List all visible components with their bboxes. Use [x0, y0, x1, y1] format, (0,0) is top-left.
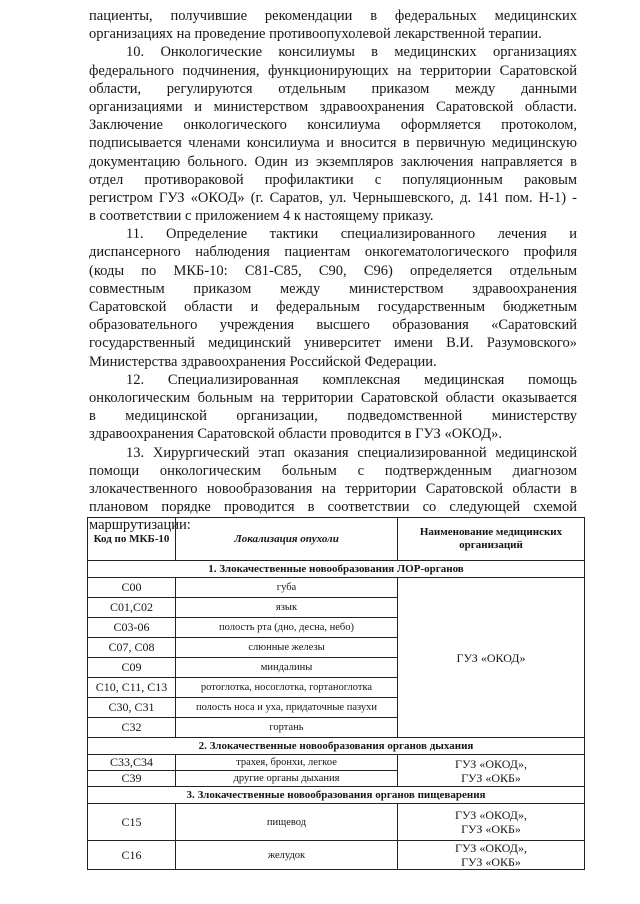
- cell-code: С00: [88, 578, 176, 598]
- table-row: [88, 841, 585, 870]
- org-line: ГУЗ «ОКБ»: [461, 822, 521, 836]
- cell-location: полость рта (дно, десна, небо): [176, 618, 398, 638]
- cell-org: [398, 804, 585, 841]
- cell-code: С07, С08: [88, 638, 176, 658]
- section-title: 3. Злокачественные новообразования органов пищеварения: [88, 787, 585, 804]
- cell-code: С10, С11, С13: [88, 678, 176, 698]
- header-location: Локализация опухоли: [176, 518, 398, 561]
- table-row: [88, 755, 585, 771]
- paragraph-continuation: [89, 7, 577, 43]
- table-row: [88, 578, 585, 598]
- cell-code: С15: [88, 804, 176, 841]
- text-line: Саратовской области и федеральным государственным бюджетным: [89, 299, 577, 315]
- text-line: регистром ГУЗ «ОКОД» (г. Саратов, ул. Чернышевского, д. 141 пом. Н-1) -: [89, 189, 577, 206]
- text-line: злокачественного новообразования на территории Саратовской области в: [89, 480, 577, 497]
- text-line: подписывается членами консилиума и вносится в первичную медицинскую: [89, 135, 577, 152]
- cell-location: полость носа и уха, придаточные пазухи: [176, 698, 398, 718]
- section-header-row: [88, 561, 585, 578]
- org-line: ГУЗ «ОКБ»: [461, 855, 521, 869]
- text-line: здравоохранения Саратовской области проводится в ГУЗ «ОКОД».: [89, 426, 502, 443]
- text-line: образовательного учреждения высшего образования «Саратовский: [89, 317, 577, 334]
- cell-org: [398, 755, 585, 787]
- section-header-row: [88, 738, 585, 755]
- cell-code: С39: [88, 771, 176, 787]
- cell-location: трахея, бронхи, легкое: [176, 755, 398, 771]
- text-line: документацию больного. Один из экземпляров заключения направляется в: [89, 153, 577, 170]
- cell-location: губа: [176, 578, 398, 598]
- table-row: [88, 804, 585, 841]
- cell-location: пищевод: [176, 804, 398, 841]
- cell-code: С33,С34: [88, 755, 176, 771]
- text-line: 12. Специализированная комплексная медицинская помощь: [126, 371, 577, 388]
- text-line: Заключение онкологического консилиума оформляется протоколом,: [89, 117, 577, 134]
- header-org: Наименование медицинских организаций: [398, 518, 585, 561]
- paragraph-12: [89, 371, 577, 444]
- text-line: диспансерного наблюдения пациентам онкогематологического профиля: [89, 244, 577, 261]
- cell-org: ГУЗ «ОКОД»: [398, 578, 585, 738]
- cell-code: С03-06: [88, 618, 176, 638]
- paragraph-10: [89, 43, 577, 225]
- cell-location: гортань: [176, 718, 398, 738]
- text-line: организациях на проведение противоопухолевой лекарственной терапии.: [89, 26, 542, 43]
- cell-location: ротоглотка, носоглотка, гортаноглотка: [176, 678, 398, 698]
- text-line: совместным приказом между министерством здравоохранения: [89, 280, 577, 297]
- text-line: пациенты, получившие рекомендации в федеральных медицинских: [89, 8, 577, 24]
- section-title: 1. Злокачественные новообразования ЛОР-органов: [88, 561, 585, 578]
- cell-location: миндалины: [176, 658, 398, 678]
- cell-code: С30, С31: [88, 698, 176, 718]
- text-line: Министерства здравоохранения Российской Федерации.: [89, 353, 437, 370]
- section-header-row: [88, 787, 585, 804]
- cell-location: другие органы дыхания: [176, 771, 398, 787]
- text-line: в соответствии с приложением 4 к настоящему приказу.: [89, 208, 434, 225]
- header-code: Код по МКБ-10: [88, 518, 176, 561]
- text-line: плановом порядке проводится в соответствии со следующей схемой: [89, 499, 577, 516]
- table-header-row: [88, 518, 585, 561]
- org-line: ГУЗ «ОКОД»,: [455, 808, 527, 822]
- text-line: маршрутизации:: [89, 517, 191, 534]
- cell-code: С01,С02: [88, 598, 176, 618]
- cell-code: С32: [88, 718, 176, 738]
- text-line: 10. Онкологические консилиумы в медицинских организациях: [126, 44, 577, 61]
- org-line: ГУЗ «ОКБ»: [461, 770, 521, 785]
- text-line: федерального подчинения, функционирующих на территории Саратовской: [89, 62, 577, 79]
- org-line: ГУЗ «ОКОД»,: [455, 756, 527, 771]
- cell-location: желудок: [176, 841, 398, 870]
- paragraph-11: [89, 225, 577, 371]
- text-line: помощи онкологическим больным с подтвержденным диагнозом: [89, 462, 577, 479]
- text-line: отдел противораковой профилактики с популяционным раковым: [89, 171, 577, 188]
- section-title: 2. Злокачественные новообразования органов дыхания: [88, 738, 585, 755]
- cell-location: язык: [176, 598, 398, 618]
- text-line: 11. Определение тактики специализированного лечения и: [126, 226, 577, 243]
- body-text: [89, 7, 577, 534]
- text-line: государственный медицинский университет имени В.И. Разумовского»: [89, 335, 577, 352]
- text-line: (коды по МКБ-10: С81-С85, С90, С96) определяется отдельным: [89, 262, 577, 279]
- text-line: области, регулируются отдельным приказом между данными: [89, 80, 577, 97]
- text-line: онкологическим больным на территории Саратовской области оказывается: [89, 389, 577, 406]
- text-line: организациями и министерством здравоохранения Саратовской области.: [89, 98, 577, 115]
- text-line: в медицинской организации, подведомственной министерству: [89, 408, 577, 425]
- routing-table: [87, 517, 585, 870]
- org-line: ГУЗ «ОКОД»,: [455, 841, 527, 855]
- cell-code: С16: [88, 841, 176, 870]
- cell-org: [398, 841, 585, 870]
- cell-code: С09: [88, 658, 176, 678]
- text-line: 13. Хирургический этап оказания специализированной медицинской: [126, 444, 577, 461]
- cell-location: слюнные железы: [176, 638, 398, 658]
